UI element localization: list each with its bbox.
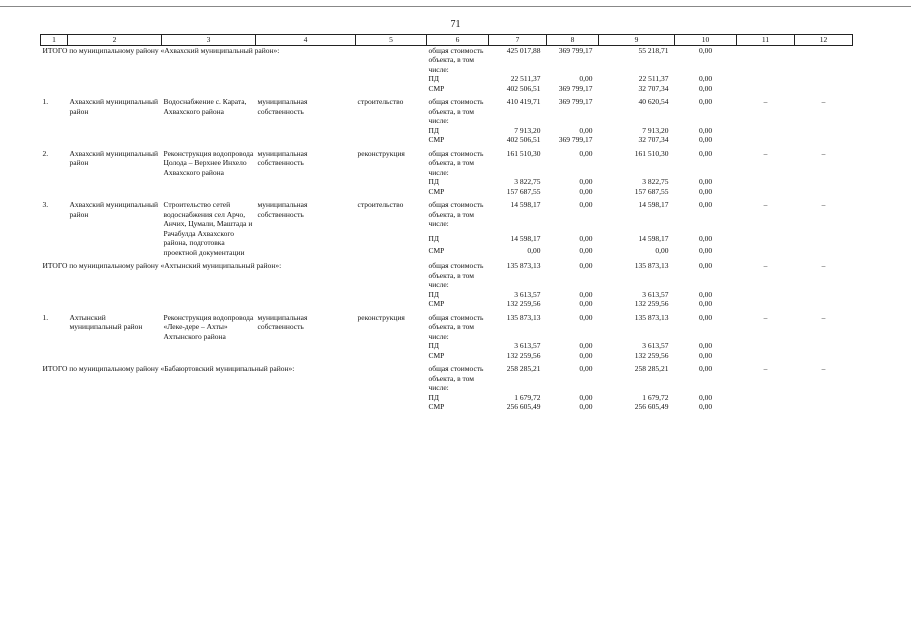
total-label: ИТОГО по муниципальному району «Ахвахский муниципальный район»: <box>42 45 280 55</box>
value-col-12: – <box>821 200 826 209</box>
value-col-9: 32 707,34 <box>638 135 669 144</box>
cost-type: общая стоимость объекта, в том числе: <box>428 200 484 228</box>
value-col-8: 369 799,17 <box>558 135 593 144</box>
item-name: Строительство сетей водоснабжения сел Арчо, Анчих, Цумали, Маштада и Рачабулда Ахвахского района, подготовка проектной документации <box>163 200 253 257</box>
header-col-6: 6 <box>427 35 489 46</box>
value-col-10: 0,00 <box>698 299 713 308</box>
value-col-10: 0,00 <box>698 45 713 55</box>
value-col-8: 0,00 <box>579 392 593 402</box>
header-col-7: 7 <box>489 35 547 46</box>
value-col-8: 369 799,17 <box>558 45 593 55</box>
spacer-row <box>41 412 853 416</box>
value-col-9: 14 598,17 <box>638 234 669 244</box>
value-col-8: 0,00 <box>579 312 593 322</box>
value-col-11 <box>737 299 795 309</box>
value-col-12 <box>795 299 853 309</box>
value-col-12 <box>795 351 853 361</box>
value-col-10: 0,00 <box>698 245 713 255</box>
value-col-7: 0,00 <box>527 245 541 255</box>
value-col-12: – <box>821 312 826 322</box>
value-col-12 <box>795 45 853 74</box>
value-col-10: 0,00 <box>698 341 713 350</box>
cost-type: СМР <box>428 402 445 411</box>
value-col-11: – <box>763 148 768 158</box>
value-col-12: – <box>821 148 826 158</box>
value-col-10: 0,00 <box>698 312 713 322</box>
value-col-9: 132 259,56 <box>634 350 669 360</box>
spacer-cell <box>41 412 853 416</box>
value-col-8: 0,00 <box>579 289 593 299</box>
item-number: 3. <box>42 200 49 209</box>
value-col-12: – <box>821 261 826 270</box>
value-col-7: 132 259,56 <box>506 350 541 360</box>
value-col-11 <box>737 341 795 351</box>
value-col-11: – <box>763 261 768 270</box>
value-col-10: 0,00 <box>698 364 713 373</box>
value-col-11 <box>737 246 795 257</box>
value-col-10: 0,00 <box>698 234 713 244</box>
value-col-11 <box>737 234 795 245</box>
value-col-12: – <box>821 364 826 373</box>
value-col-10: 0,00 <box>698 135 713 144</box>
value-col-7: 14 598,17 <box>510 234 541 244</box>
table-header <box>41 35 853 46</box>
cost-type: СМР <box>428 299 445 308</box>
cost-type: ПД <box>428 289 440 299</box>
item-ownership: муниципальная собственность <box>257 97 308 116</box>
value-col-8: 0,00 <box>579 74 593 83</box>
cost-type: общая стоимость объекта, в том числе: <box>428 97 484 125</box>
item-region: Ахтынский муниципальный район <box>69 312 143 331</box>
value-col-12 <box>795 341 853 351</box>
header-col-3: 3 <box>162 35 256 46</box>
cost-type: СМР <box>428 245 445 255</box>
item-number: 2. <box>42 148 49 158</box>
value-col-9: 14 598,17 <box>638 200 669 209</box>
total-label: ИТОГО по муниципальному району «Ахтынский муниципальный район»: <box>42 261 282 270</box>
item-name: Водоснабжение с. Карата, Ахвахского района <box>163 97 247 116</box>
value-col-9: 135 873,13 <box>634 261 669 270</box>
item-region: Ахвахский муниципальный район <box>69 200 159 219</box>
value-col-12 <box>795 74 853 84</box>
value-col-12 <box>795 234 853 245</box>
item-work-type: реконструкция <box>357 148 405 158</box>
value-col-12 <box>795 246 853 257</box>
value-col-10: 0,00 <box>698 186 713 196</box>
value-col-11 <box>737 45 795 74</box>
value-col-8: 0,00 <box>579 341 593 350</box>
value-col-12 <box>795 393 853 403</box>
cost-type: СМР <box>428 186 445 196</box>
cost-type: СМР <box>428 350 445 360</box>
cost-type: ПД <box>428 177 440 186</box>
value-col-8: 0,00 <box>579 364 593 373</box>
object-row <box>41 149 853 178</box>
value-col-10: 0,00 <box>698 125 713 135</box>
value-col-10: 0,00 <box>698 392 713 402</box>
value-col-7: 402 506,51 <box>506 83 541 93</box>
value-col-9: 1 679,72 <box>642 392 669 402</box>
cost-type: общая стоимость объекта, в том числе: <box>428 45 484 74</box>
value-col-10: 0,00 <box>698 74 713 83</box>
value-col-10: 0,00 <box>698 83 713 93</box>
header-col-5: 5 <box>356 35 427 46</box>
value-col-7: 157 687,55 <box>506 186 541 196</box>
value-col-11 <box>737 393 795 403</box>
value-col-7: 425 017,88 <box>506 45 541 55</box>
cost-type: ПД <box>428 392 440 402</box>
value-col-12 <box>795 402 853 412</box>
cost-type: СМР <box>428 83 445 93</box>
item-work-type: строительство <box>357 97 404 106</box>
value-col-7: 7 913,20 <box>514 125 541 135</box>
total-row <box>41 45 853 74</box>
value-col-10: 0,00 <box>698 402 713 411</box>
value-col-8: 369 799,17 <box>558 83 593 93</box>
value-col-11 <box>737 402 795 412</box>
header-col-8: 8 <box>547 35 599 46</box>
value-col-12 <box>795 135 853 145</box>
header-col-9: 9 <box>599 35 675 46</box>
value-col-7: 132 259,56 <box>506 299 541 308</box>
value-col-11: – <box>763 312 768 322</box>
value-col-7: 135 873,13 <box>506 312 541 322</box>
object-row <box>41 97 853 126</box>
value-col-11: – <box>763 97 768 106</box>
total-label: ИТОГО по муниципальному району «Бабаюртовский муниципальный район»: <box>42 364 295 373</box>
value-col-11: – <box>763 200 768 209</box>
value-col-11 <box>737 290 795 300</box>
value-col-7: 256 605,49 <box>506 402 541 411</box>
table-body <box>41 45 853 416</box>
value-col-11 <box>737 74 795 84</box>
value-col-10: 0,00 <box>698 261 713 270</box>
object-row <box>41 200 853 234</box>
value-col-11 <box>737 177 795 187</box>
value-col-7: 14 598,17 <box>510 200 541 209</box>
header-col-4: 4 <box>256 35 356 46</box>
cost-type: общая стоимость объекта, в том числе: <box>428 261 484 289</box>
value-col-7: 1 679,72 <box>514 392 541 402</box>
value-col-12 <box>795 84 853 94</box>
item-region: Ахвахский муниципальный район <box>69 148 159 167</box>
value-col-7: 410 419,71 <box>506 97 541 106</box>
value-col-7: 22 511,37 <box>510 74 541 83</box>
value-col-9: 161 510,30 <box>634 148 669 158</box>
value-col-7: 3 613,57 <box>514 341 541 350</box>
value-col-10: 0,00 <box>698 200 713 209</box>
value-col-11 <box>737 187 795 197</box>
page-number: 71 <box>450 19 461 30</box>
item-number: 1. <box>42 312 49 322</box>
value-col-8: 0,00 <box>579 125 593 135</box>
item-number: 1. <box>42 97 49 106</box>
value-col-8: 0,00 <box>579 299 593 308</box>
header-col-10: 10 <box>675 35 737 46</box>
value-col-8: 0,00 <box>579 177 593 186</box>
value-col-9: 157 687,55 <box>634 186 669 196</box>
value-col-9: 132 259,56 <box>634 299 669 308</box>
cost-type: ПД <box>428 341 440 350</box>
item-work-type: реконструкция <box>357 312 405 322</box>
value-col-9: 32 707,34 <box>638 83 669 93</box>
value-col-7: 135 873,13 <box>506 261 541 270</box>
value-col-8: 0,00 <box>579 186 593 196</box>
value-col-11: – <box>763 364 768 373</box>
item-ownership: муниципальная собственность <box>257 312 308 331</box>
cost-type: СМР <box>428 135 445 144</box>
object-row <box>41 313 853 342</box>
value-col-8: 0,00 <box>579 148 593 158</box>
budget-table <box>40 34 853 416</box>
value-col-7: 402 506,51 <box>506 135 541 144</box>
value-col-9: 135 873,13 <box>634 312 669 322</box>
value-col-10: 0,00 <box>698 177 713 186</box>
value-col-8: 0,00 <box>579 350 593 360</box>
item-name: Реконструкция водопровода Цолода – Верхнее Инхело Ахвахского района <box>163 148 254 177</box>
cost-type: общая стоимость объекта, в том числе: <box>428 148 484 177</box>
cost-type: общая стоимость объекта, в том числе: <box>428 364 484 392</box>
item-work-type: строительство <box>357 200 404 209</box>
header-col-2: 2 <box>68 35 162 46</box>
value-col-8: 0,00 <box>579 245 593 255</box>
value-col-7: 3 822,75 <box>514 177 541 186</box>
value-col-8: 0,00 <box>579 402 593 411</box>
value-col-10: 0,00 <box>698 97 713 106</box>
header-col-1: 1 <box>41 35 68 46</box>
value-col-12 <box>795 177 853 187</box>
value-col-8: 0,00 <box>579 261 593 270</box>
value-col-8: 0,00 <box>579 200 593 209</box>
value-col-9: 256 605,49 <box>634 402 669 411</box>
value-col-9: 3 613,57 <box>642 289 669 299</box>
cost-type: ПД <box>428 74 440 83</box>
cost-type: ПД <box>428 125 440 135</box>
value-col-12 <box>795 290 853 300</box>
value-col-10: 0,00 <box>698 148 713 158</box>
top-rule <box>0 6 911 7</box>
value-col-12: – <box>821 97 826 106</box>
value-col-8: 0,00 <box>579 234 593 244</box>
value-col-7: 3 613,57 <box>514 289 541 299</box>
item-ownership: муниципальная собственность <box>257 200 308 219</box>
value-col-9: 3 822,75 <box>642 177 669 186</box>
cost-type: общая стоимость объекта, в том числе: <box>428 312 484 341</box>
value-col-8: 369 799,17 <box>558 97 593 106</box>
header-col-12: 12 <box>795 35 853 46</box>
value-col-9: 3 613,57 <box>642 341 669 350</box>
value-col-7: 161 510,30 <box>506 148 541 158</box>
value-col-10: 0,00 <box>698 289 713 299</box>
value-col-9: 55 218,71 <box>638 45 669 55</box>
header-col-11: 11 <box>737 35 795 46</box>
value-col-7: 258 285,21 <box>506 364 541 373</box>
item-name: Реконструкция водопровода «Леке-дере – Ахты» Ахтынского района <box>163 312 254 341</box>
value-col-9: 7 913,20 <box>642 125 669 135</box>
value-col-9: 0,00 <box>655 245 669 255</box>
item-ownership: муниципальная собственность <box>257 148 308 167</box>
value-col-11 <box>737 84 795 94</box>
value-col-11 <box>737 135 795 145</box>
value-col-12 <box>795 187 853 197</box>
value-col-11 <box>737 126 795 136</box>
value-col-9: 40 620,54 <box>638 97 669 106</box>
cost-type: ПД <box>428 234 440 244</box>
item-region: Ахвахский муниципальный район <box>69 97 159 116</box>
total-row <box>41 261 853 290</box>
total-row <box>41 364 853 393</box>
value-col-10: 0,00 <box>698 350 713 360</box>
value-col-9: 22 511,37 <box>638 74 669 83</box>
value-col-11 <box>737 351 795 361</box>
value-col-9: 258 285,21 <box>634 364 669 373</box>
value-col-12 <box>795 126 853 136</box>
